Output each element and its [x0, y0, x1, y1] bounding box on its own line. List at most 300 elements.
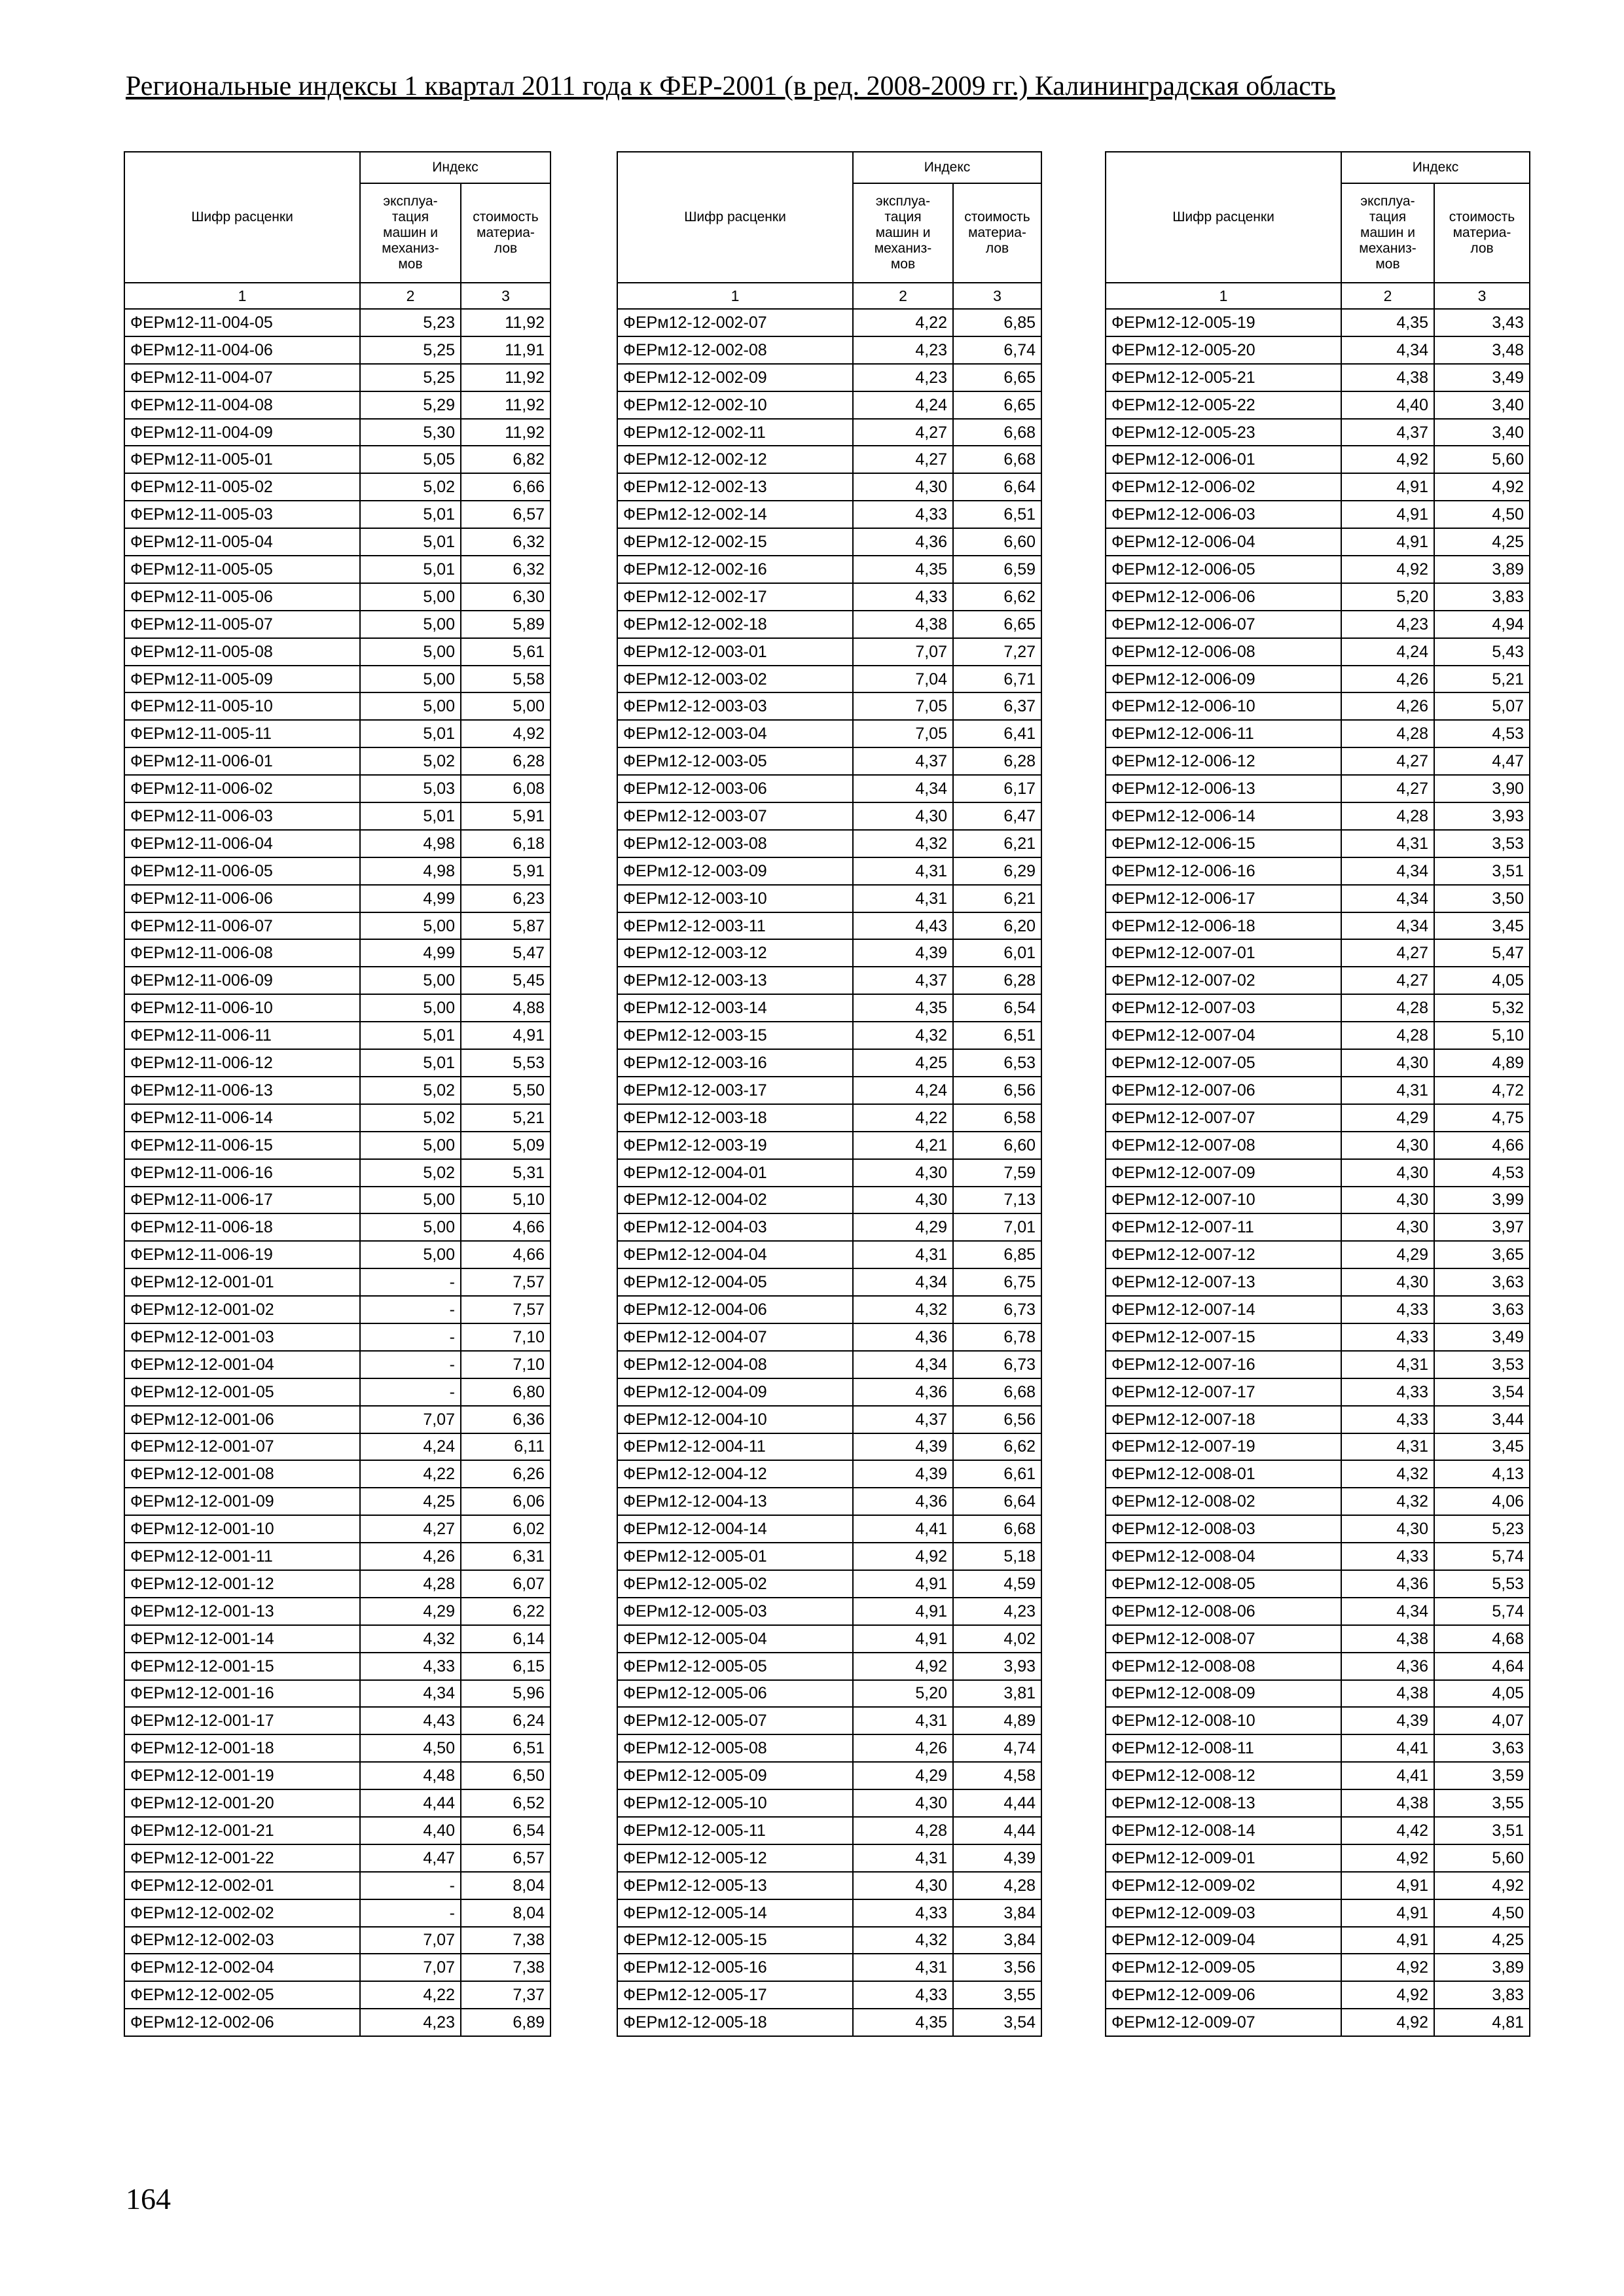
materials-index-cell: 6,21 — [953, 830, 1041, 857]
materials-index-cell: 6,56 — [953, 1406, 1041, 1433]
machines-index-cell: 4,31 — [1341, 1077, 1434, 1104]
rate-code-cell: ФЕРм12-12-007-07 — [1106, 1104, 1341, 1132]
column-number: 2 — [853, 283, 953, 309]
table-row — [617, 473, 1041, 501]
rate-code-cell: ФЕРм12-12-008-13 — [1106, 1789, 1341, 1817]
machines-index-cell: - — [360, 1268, 461, 1296]
rate-code-cell: ФЕРм12-12-005-08 — [617, 1734, 853, 1762]
rate-code-cell: ФЕРм12-12-003-13 — [617, 967, 853, 994]
table-row — [617, 1543, 1041, 1570]
rate-code-cell: ФЕРм12-11-006-08 — [124, 939, 360, 967]
materials-index-cell: 4,28 — [953, 1872, 1041, 1899]
rate-code-cell: ФЕРм12-12-004-06 — [617, 1296, 853, 1323]
machines-index-cell: 4,29 — [1341, 1241, 1434, 1268]
materials-index-cell: 3,45 — [1434, 1433, 1530, 1461]
materials-index-cell: 6,29 — [953, 857, 1041, 885]
table-row — [124, 556, 550, 583]
rate-code-cell: ФЕРм12-12-002-12 — [617, 446, 853, 473]
machines-index-cell: 4,24 — [360, 1433, 461, 1461]
machines-index-cell: 5,25 — [360, 336, 461, 364]
table-row — [617, 830, 1041, 857]
materials-index-cell: 4,53 — [1434, 1159, 1530, 1187]
machines-index-cell: 4,27 — [1341, 747, 1434, 775]
materials-index-cell: 6,52 — [461, 1789, 550, 1817]
materials-index-cell: 4,02 — [953, 1625, 1041, 1653]
table-row — [617, 528, 1041, 556]
table-row — [617, 1187, 1041, 1214]
rate-code-cell: ФЕРм12-11-006-16 — [124, 1159, 360, 1187]
machines-index-cell: 4,32 — [360, 1625, 461, 1653]
rate-code-cell: ФЕРм12-12-006-05 — [1106, 556, 1341, 583]
table-row — [1106, 1406, 1530, 1433]
machines-column-header: эксплуа- тация машин и механиз- мов — [360, 183, 461, 283]
machines-index-cell: 4,30 — [1341, 1515, 1434, 1543]
materials-index-cell: 11,92 — [461, 391, 550, 419]
rate-code-cell: ФЕРм12-12-007-11 — [1106, 1213, 1341, 1241]
machines-index-cell: 4,28 — [1341, 720, 1434, 747]
machines-index-cell: 5,02 — [360, 747, 461, 775]
rate-code-cell: ФЕРм12-11-005-10 — [124, 692, 360, 720]
machines-index-cell: 4,91 — [1341, 473, 1434, 501]
materials-index-cell: 6,21 — [953, 885, 1041, 912]
materials-index-cell: 6,64 — [953, 473, 1041, 501]
rate-code-cell: ФЕРм12-12-007-15 — [1106, 1323, 1341, 1351]
table-row — [617, 1680, 1041, 1708]
table-row — [124, 1241, 550, 1268]
machines-index-cell: 4,39 — [853, 939, 953, 967]
table-row — [124, 1187, 550, 1214]
rate-code-cell: ФЕРм12-12-008-04 — [1106, 1543, 1341, 1570]
rate-code-cell: ФЕРм12-12-008-09 — [1106, 1680, 1341, 1708]
machines-index-cell: 4,41 — [853, 1515, 953, 1543]
rate-code-cell: ФЕРм12-12-005-21 — [1106, 364, 1341, 391]
materials-index-cell: 6,07 — [461, 1570, 550, 1598]
machines-index-cell: 4,50 — [360, 1734, 461, 1762]
table-row — [617, 1570, 1041, 1598]
machines-index-cell: 5,00 — [360, 583, 461, 611]
table-row — [617, 1762, 1041, 1789]
rate-code-cell: ФЕРм12-11-006-18 — [124, 1213, 360, 1241]
materials-index-cell: 6,73 — [953, 1296, 1041, 1323]
rate-code-cell: ФЕРм12-12-009-02 — [1106, 1872, 1341, 1899]
rate-code-cell: ФЕРм12-12-004-02 — [617, 1187, 853, 1214]
machines-index-cell: 7,07 — [360, 1954, 461, 1981]
rate-code-cell: ФЕРм12-12-006-16 — [1106, 857, 1341, 885]
materials-index-cell: 4,89 — [953, 1707, 1041, 1734]
table-row — [124, 1789, 550, 1817]
machines-index-cell: 4,32 — [853, 1927, 953, 1954]
machines-index-cell: 5,30 — [360, 419, 461, 446]
materials-index-cell: 4,06 — [1434, 1488, 1530, 1515]
materials-index-cell: 5,18 — [953, 1543, 1041, 1570]
table-row — [1106, 1817, 1530, 1844]
table-row — [617, 857, 1041, 885]
index-table-1 — [124, 151, 551, 2037]
machines-index-cell: 4,40 — [1341, 391, 1434, 419]
machines-index-cell: 4,21 — [853, 1132, 953, 1159]
machines-index-cell: 5,01 — [360, 528, 461, 556]
machines-index-cell: 4,37 — [853, 967, 953, 994]
materials-index-cell: 6,18 — [461, 830, 550, 857]
rate-code-cell: ФЕРм12-12-006-01 — [1106, 446, 1341, 473]
machines-index-cell: 4,34 — [1341, 1598, 1434, 1625]
column-number: 1 — [617, 283, 853, 309]
materials-index-cell: 3,83 — [1434, 583, 1530, 611]
rate-code-cell: ФЕРм12-12-007-17 — [1106, 1378, 1341, 1406]
table-row — [1106, 1872, 1530, 1899]
machines-index-cell: 7,07 — [360, 1406, 461, 1433]
materials-index-cell: 6,02 — [461, 1515, 550, 1543]
machines-index-cell: 4,25 — [853, 1049, 953, 1077]
machines-index-cell: 5,00 — [360, 1241, 461, 1268]
machines-index-cell: 4,30 — [853, 1789, 953, 1817]
machines-index-cell: 4,33 — [1341, 1378, 1434, 1406]
machines-index-cell: 4,36 — [1341, 1653, 1434, 1680]
materials-index-cell: 5,74 — [1434, 1598, 1530, 1625]
materials-index-cell: 11,92 — [461, 364, 550, 391]
machines-index-cell: 4,39 — [853, 1433, 953, 1461]
materials-index-cell: 3,49 — [1434, 364, 1530, 391]
rate-code-cell: ФЕРм12-12-001-19 — [124, 1762, 360, 1789]
machines-index-cell: 4,30 — [1341, 1159, 1434, 1187]
machines-index-cell: 4,99 — [360, 939, 461, 967]
table-row — [1106, 1323, 1530, 1351]
rate-code-cell: ФЕРм12-12-001-15 — [124, 1653, 360, 1680]
rate-code-cell: ФЕРм12-11-006-14 — [124, 1104, 360, 1132]
rate-code-cell: ФЕРм12-12-002-07 — [617, 309, 853, 336]
rate-code-cell: ФЕРм12-12-008-10 — [1106, 1707, 1341, 1734]
column-number: 1 — [1106, 283, 1341, 309]
rate-code-cell: ФЕРм12-12-002-17 — [617, 583, 853, 611]
materials-index-cell: 5,60 — [1434, 446, 1530, 473]
rate-code-cell: ФЕРм12-12-001-07 — [124, 1433, 360, 1461]
rate-code-cell: ФЕРм12-12-003-07 — [617, 802, 853, 830]
rate-code-cell: ФЕРм12-12-004-13 — [617, 1488, 853, 1515]
materials-index-cell: 6,65 — [953, 364, 1041, 391]
rate-code-cell: ФЕРм12-12-008-11 — [1106, 1734, 1341, 1762]
machines-index-cell: 4,31 — [853, 1241, 953, 1268]
table-row — [124, 1077, 550, 1104]
machines-index-cell: 4,36 — [853, 1323, 953, 1351]
table-row — [1106, 556, 1530, 583]
column-number: 2 — [360, 283, 461, 309]
machines-index-cell: 4,91 — [1341, 528, 1434, 556]
machines-index-cell: 4,30 — [1341, 1187, 1434, 1214]
table-row — [617, 939, 1041, 967]
rate-code-cell: ФЕРм12-12-001-08 — [124, 1460, 360, 1488]
table-row — [617, 747, 1041, 775]
rate-code-cell: ФЕРм12-11-005-11 — [124, 720, 360, 747]
rate-code-cell: ФЕРм12-12-003-03 — [617, 692, 853, 720]
table-row — [1106, 1707, 1530, 1734]
index-group-header: Индекс — [1341, 152, 1530, 183]
table-row — [124, 885, 550, 912]
table-row — [1106, 1844, 1530, 1872]
machines-index-cell: 4,99 — [360, 885, 461, 912]
machines-index-cell: 7,05 — [853, 692, 953, 720]
rate-code-cell: ФЕРм12-12-009-07 — [1106, 2009, 1341, 2036]
table-row — [1106, 1789, 1530, 1817]
rate-code-cell: ФЕРм12-12-005-07 — [617, 1707, 853, 1734]
machines-index-cell: 5,00 — [360, 692, 461, 720]
rate-code-cell: ФЕРм12-12-002-02 — [124, 1899, 360, 1927]
machines-index-cell: 4,92 — [1341, 556, 1434, 583]
table-row — [1106, 1625, 1530, 1653]
materials-index-cell: 7,27 — [953, 638, 1041, 666]
rate-code-cell: ФЕРм12-12-001-01 — [124, 1268, 360, 1296]
table-row — [1106, 391, 1530, 419]
machines-index-cell: 4,31 — [853, 1707, 953, 1734]
machines-index-cell: 4,23 — [360, 2009, 461, 2036]
table-row — [124, 967, 550, 994]
materials-index-cell: 4,13 — [1434, 1460, 1530, 1488]
rate-code-cell: ФЕРм12-12-004-07 — [617, 1323, 853, 1351]
rate-code-cell: ФЕРм12-12-001-09 — [124, 1488, 360, 1515]
machines-index-cell: 4,31 — [1341, 1433, 1434, 1461]
table-row — [617, 446, 1041, 473]
machines-column-header: эксплуа- тация машин и механиз- мов — [1341, 183, 1434, 283]
table-row — [124, 1159, 550, 1187]
page-title: Региональные индексы 1 квартал 2011 года к ФЕР-2001 (в ред. 2008-2009 гг.) Калининградская область — [126, 71, 1336, 101]
machines-index-cell: 5,02 — [360, 1104, 461, 1132]
machines-index-cell: 5,00 — [360, 611, 461, 638]
materials-index-cell: 4,68 — [1434, 1625, 1530, 1653]
table-row — [1106, 857, 1530, 885]
materials-index-cell: 6,11 — [461, 1433, 550, 1461]
rate-code-cell: ФЕРм12-12-001-04 — [124, 1351, 360, 1378]
machines-index-cell: 5,00 — [360, 967, 461, 994]
machines-index-cell: 4,33 — [853, 1899, 953, 1927]
machines-index-cell: 4,22 — [853, 1104, 953, 1132]
table-row — [1106, 1460, 1530, 1488]
rate-code-cell: ФЕРм12-12-009-04 — [1106, 1927, 1341, 1954]
rate-code-cell: ФЕРм12-11-006-04 — [124, 830, 360, 857]
materials-index-cell: 5,50 — [461, 1077, 550, 1104]
table-row — [617, 1323, 1041, 1351]
materials-index-cell: 6,32 — [461, 528, 550, 556]
rate-code-cell: ФЕРм12-12-008-02 — [1106, 1488, 1341, 1515]
table-row — [1106, 1241, 1530, 1268]
table-row — [1106, 611, 1530, 638]
table-row — [617, 1488, 1041, 1515]
table-row — [124, 1927, 550, 1954]
machines-index-cell: 4,30 — [1341, 1268, 1434, 1296]
rate-code-cell: ФЕРм12-12-008-07 — [1106, 1625, 1341, 1653]
table-row — [124, 1022, 550, 1049]
machines-index-cell: 4,33 — [1341, 1323, 1434, 1351]
machines-index-cell: 4,41 — [1341, 1762, 1434, 1789]
materials-index-cell: 5,47 — [461, 939, 550, 967]
rate-code-cell: ФЕРм12-12-001-10 — [124, 1515, 360, 1543]
machines-index-cell: 4,30 — [1341, 1132, 1434, 1159]
materials-index-cell: 8,04 — [461, 1872, 550, 1899]
rate-code-cell: ФЕРм12-12-005-14 — [617, 1899, 853, 1927]
rate-code-cell: ФЕРм12-11-005-06 — [124, 583, 360, 611]
rate-code-cell: ФЕРм12-12-005-06 — [617, 1680, 853, 1708]
machines-index-cell: 4,34 — [853, 775, 953, 802]
machines-index-cell: 4,27 — [853, 446, 953, 473]
table-row — [124, 1406, 550, 1433]
materials-column-header: стоимость материа- лов — [1434, 183, 1530, 283]
table-row — [617, 1351, 1041, 1378]
materials-index-cell: 6,71 — [953, 666, 1041, 693]
materials-index-cell: 4,44 — [953, 1817, 1041, 1844]
machines-index-cell: 4,26 — [1341, 666, 1434, 693]
rate-code-cell: ФЕРм12-12-003-04 — [617, 720, 853, 747]
machines-index-cell: 4,34 — [853, 1268, 953, 1296]
rate-code-cell: ФЕРм12-12-003-09 — [617, 857, 853, 885]
rate-code-cell: ФЕРм12-11-005-02 — [124, 473, 360, 501]
rate-code-cell: ФЕРм12-11-005-08 — [124, 638, 360, 666]
rate-code-cell: ФЕРм12-11-005-07 — [124, 611, 360, 638]
header-row — [124, 152, 550, 183]
materials-index-cell: 6,62 — [953, 583, 1041, 611]
rate-code-cell: ФЕРм12-12-003-06 — [617, 775, 853, 802]
machines-index-cell: 4,43 — [360, 1707, 461, 1734]
materials-index-cell: 4,47 — [1434, 747, 1530, 775]
table-row — [617, 1460, 1041, 1488]
table-row — [124, 1515, 550, 1543]
rate-code-cell: ФЕРм12-12-009-03 — [1106, 1899, 1341, 1927]
machines-index-cell: 5,01 — [360, 1049, 461, 1077]
rate-code-cell: ФЕРм12-12-006-04 — [1106, 528, 1341, 556]
table-row — [1106, 419, 1530, 446]
machines-index-cell: 4,28 — [853, 1817, 953, 1844]
table-row — [124, 1844, 550, 1872]
machines-index-cell: 4,33 — [1341, 1543, 1434, 1570]
rate-code-cell: ФЕРм12-12-004-14 — [617, 1515, 853, 1543]
table-row — [124, 336, 550, 364]
machines-index-cell: 5,00 — [360, 638, 461, 666]
rate-code-cell: ФЕРм12-12-003-01 — [617, 638, 853, 666]
materials-index-cell: 4,94 — [1434, 611, 1530, 638]
materials-index-cell: 6,73 — [953, 1351, 1041, 1378]
machines-index-cell: 4,31 — [853, 1954, 953, 1981]
materials-index-cell: 6,41 — [953, 720, 1041, 747]
rate-code-cell: ФЕРм12-11-005-01 — [124, 446, 360, 473]
machines-index-cell: 5,00 — [360, 994, 461, 1022]
machines-index-cell: 4,43 — [853, 912, 953, 940]
table-row — [124, 857, 550, 885]
table-row — [124, 1981, 550, 2009]
machines-index-cell: 4,34 — [1341, 885, 1434, 912]
materials-index-cell: 4,92 — [1434, 1872, 1530, 1899]
table-row — [124, 912, 550, 940]
rate-code-cell: ФЕРм12-12-006-11 — [1106, 720, 1341, 747]
rate-code-cell: ФЕРм12-12-007-13 — [1106, 1268, 1341, 1296]
table-row — [1106, 501, 1530, 528]
table-row — [1106, 473, 1530, 501]
materials-index-cell: 4,50 — [1434, 1899, 1530, 1927]
table-row — [124, 1707, 550, 1734]
table-row — [617, 583, 1041, 611]
table-row — [1106, 666, 1530, 693]
table-row — [124, 1598, 550, 1625]
table-row — [617, 885, 1041, 912]
machines-index-cell: 5,01 — [360, 720, 461, 747]
rate-code-cell: ФЕРм12-12-003-15 — [617, 1022, 853, 1049]
machines-index-cell: 4,37 — [1341, 419, 1434, 446]
table-row — [1106, 1268, 1530, 1296]
rate-code-cell: ФЕРм12-11-006-07 — [124, 912, 360, 940]
rate-code-cell: ФЕРм12-12-002-08 — [617, 336, 853, 364]
materials-index-cell: 4,07 — [1434, 1707, 1530, 1734]
machines-index-cell: 4,98 — [360, 830, 461, 857]
table-row — [1106, 1022, 1530, 1049]
materials-index-cell: 6,60 — [953, 1132, 1041, 1159]
rate-code-cell: ФЕРм12-12-002-09 — [617, 364, 853, 391]
rate-code-cell: ФЕРм12-11-006-03 — [124, 802, 360, 830]
materials-index-cell: 6,82 — [461, 446, 550, 473]
table-row — [1106, 1433, 1530, 1461]
rate-code-cell: ФЕРм12-11-005-09 — [124, 666, 360, 693]
table-row — [617, 1734, 1041, 1762]
table-row — [124, 1817, 550, 1844]
materials-index-cell: 3,43 — [1434, 309, 1530, 336]
machines-index-cell: 4,92 — [1341, 1954, 1434, 1981]
rate-code-cell: ФЕРм12-12-005-22 — [1106, 391, 1341, 419]
table-row — [617, 775, 1041, 802]
materials-index-cell: 6,64 — [953, 1488, 1041, 1515]
materials-index-cell: 5,10 — [1434, 1022, 1530, 1049]
rate-code-cell: ФЕРм12-12-003-02 — [617, 666, 853, 693]
rate-code-cell: ФЕРм12-11-006-17 — [124, 1187, 360, 1214]
materials-index-cell: 4,75 — [1434, 1104, 1530, 1132]
materials-index-cell: 3,90 — [1434, 775, 1530, 802]
rate-code-cell: ФЕРм12-12-005-12 — [617, 1844, 853, 1872]
materials-index-cell: 4,53 — [1434, 720, 1530, 747]
table-row — [617, 1132, 1041, 1159]
materials-index-cell: 6,75 — [953, 1268, 1041, 1296]
table-row — [1106, 1488, 1530, 1515]
rate-code-cell: ФЕРм12-11-006-06 — [124, 885, 360, 912]
table-row — [1106, 1762, 1530, 1789]
rate-code-cell: ФЕРм12-12-008-06 — [1106, 1598, 1341, 1625]
rate-code-cell: ФЕРм12-12-005-13 — [617, 1872, 853, 1899]
materials-index-cell: 4,92 — [461, 720, 550, 747]
materials-index-cell: 5,74 — [1434, 1543, 1530, 1570]
table-row — [124, 1899, 550, 1927]
rate-code-cell: ФЕРм12-12-006-18 — [1106, 912, 1341, 940]
materials-index-cell: 3,51 — [1434, 857, 1530, 885]
rate-code-cell: ФЕРм12-12-005-17 — [617, 1981, 853, 2009]
rate-code-cell: ФЕРм12-11-006-10 — [124, 994, 360, 1022]
materials-index-cell: 3,55 — [1434, 1789, 1530, 1817]
column-number: 2 — [1341, 283, 1434, 309]
table-row — [617, 1817, 1041, 1844]
materials-index-cell: 3,53 — [1434, 830, 1530, 857]
machines-index-cell: 4,40 — [360, 1817, 461, 1844]
machines-index-cell: 4,41 — [1341, 1734, 1434, 1762]
table-row — [1106, 2009, 1530, 2036]
materials-index-cell: 6,37 — [953, 692, 1041, 720]
machines-index-cell: 4,22 — [360, 1460, 461, 1488]
machines-index-cell: 4,22 — [853, 309, 953, 336]
materials-index-cell: 11,91 — [461, 336, 550, 364]
rate-code-cell: ФЕРм12-12-007-10 — [1106, 1187, 1341, 1214]
table-row — [1106, 1734, 1530, 1762]
table-row — [1106, 364, 1530, 391]
index-group-header: Индекс — [853, 152, 1041, 183]
table-row — [617, 692, 1041, 720]
machines-index-cell: 4,38 — [1341, 1625, 1434, 1653]
materials-index-cell: 8,04 — [461, 1899, 550, 1927]
materials-column-header: стоимость материа- лов — [953, 183, 1041, 283]
rate-code-cell: ФЕРм12-12-008-08 — [1106, 1653, 1341, 1680]
materials-index-cell: 6,60 — [953, 528, 1041, 556]
materials-index-cell: 7,57 — [461, 1296, 550, 1323]
materials-index-cell: 4,05 — [1434, 967, 1530, 994]
